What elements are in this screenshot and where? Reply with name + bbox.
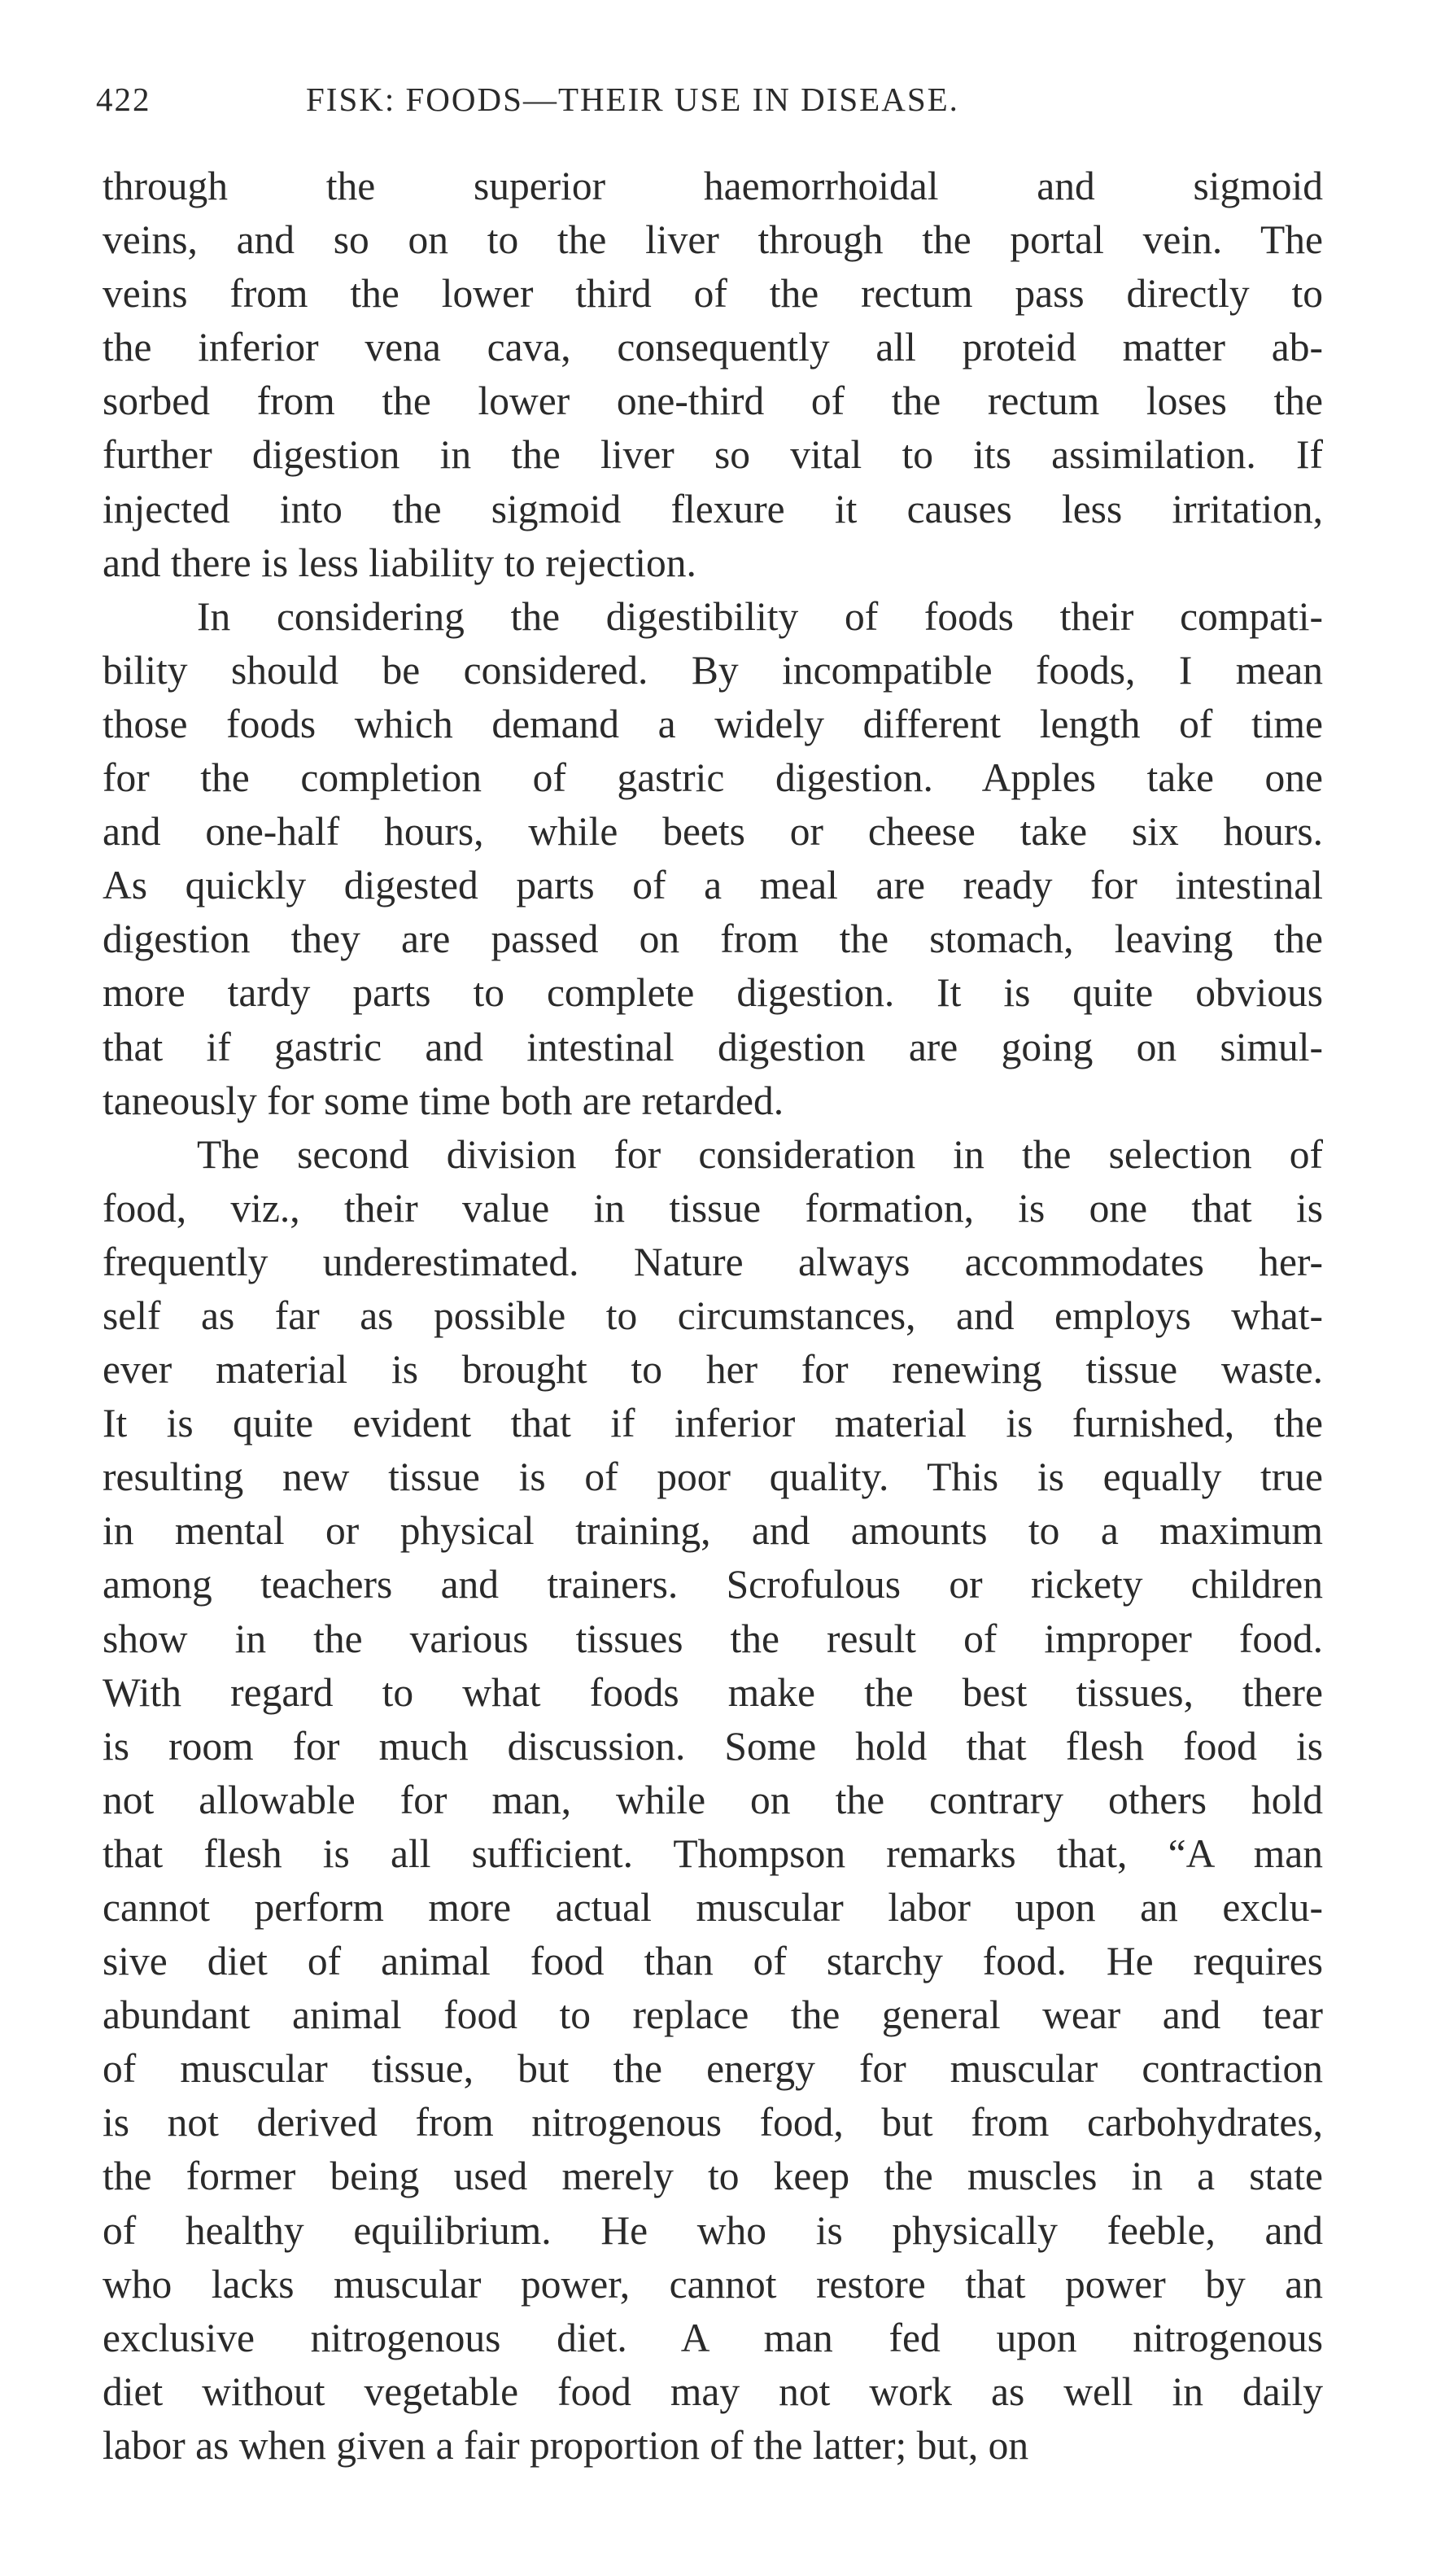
text-line: and one-half hours, while beets or cheese take six hours. [103, 809, 1323, 855]
text-line: taneously for some time both are retarded. [103, 1078, 784, 1123]
paragraph [103, 1128, 1323, 2473]
text-line: frequently underestimated. Nature always accommodates her- [103, 1239, 1323, 1284]
text-line: and there is less liability to rejection. [103, 540, 696, 585]
text-line: those foods which demand a widely different length of time [103, 701, 1323, 746]
text-line: of muscular tissue, but the energy for muscular contraction [103, 2046, 1323, 2092]
text-line: food, viz., their value in tissue formation, is one that is [103, 1185, 1323, 1231]
text-line: the inferior vena cava, consequently all proteid matter ab- [103, 325, 1323, 370]
text-line: further digestion in the liver so vital to its assimilation. If [103, 432, 1323, 478]
text-line: resulting new tissue is of poor quality. This is equally true [103, 1454, 1323, 1500]
running-head: FISK: FOODS—THEIR USE IN DISEASE. [306, 81, 959, 118]
text-line: It is quite evident that if inferior material is furnished, the [103, 1401, 1323, 1446]
text-line: In considering the digestibility of foods their compati- [197, 593, 1323, 639]
text-line: among teachers and trainers. Scrofulous or rickety children [103, 1562, 1323, 1607]
text-line: The second division for consideration in the selection of [197, 1131, 1323, 1177]
page-number: 422 [96, 81, 151, 118]
paragraph [103, 590, 1323, 1128]
text-line: With regard to what foods make the best tissues, there [103, 1669, 1323, 1715]
text-line: injected into the sigmoid flexure it causes less irritation, [103, 486, 1323, 531]
text-line: not allowable for man, while on the contrary others hold [103, 1777, 1323, 1822]
text-line: sive diet of animal food than of starchy food. He requires [103, 1939, 1323, 1984]
text-line: that if gastric and intestinal digestion are going on simul- [103, 1024, 1323, 1069]
text-line: veins, and so on to the liver through the portal vein. The [103, 217, 1323, 263]
paragraph [103, 160, 1323, 590]
text-line: abundant animal food to replace the general wear and tear [103, 1992, 1323, 2038]
text-line: is room for much discussion. Some hold that flesh food is [103, 1723, 1323, 1769]
page-header [96, 80, 1333, 129]
text-line: that flesh is all sufficient. Thompson remarks that, “A man [103, 1830, 1323, 1876]
text-line: exclusive nitrogenous diet. A man fed upon nitrogenous [103, 2315, 1323, 2360]
text-line: show in the various tissues the result of improper food. [103, 1616, 1323, 1661]
text-line: diet without vegetable food may not work as well in daily [103, 2368, 1323, 2414]
text-line: the former being used merely to keep the muscles in a state [103, 2154, 1323, 2199]
text-line: for the completion of gastric digestion. Apples take one [103, 755, 1323, 801]
text-line: through the superior haemorrhoidal and sigmoid [103, 164, 1323, 208]
text-line: digestion they are passed on from the stomach, leaving the [103, 916, 1323, 962]
text-line: self as far as possible to circumstances, and employs what- [103, 1292, 1323, 1338]
text-line: cannot perform more actual muscular labor upon an exclu- [103, 1885, 1323, 1930]
text-line: sorbed from the lower one-third of the rectum loses the [103, 378, 1323, 424]
text-line: more tardy parts to complete digestion. It is quite obvious [103, 970, 1323, 1016]
text-line: ever material is brought to her for renewing tissue waste. [103, 1347, 1323, 1393]
body-text [103, 160, 1323, 2473]
text-line: of healthy equilibrium. He who is physically feeble, and [103, 2207, 1323, 2253]
text-line: veins from the lower third of the rectum pass directly to [103, 271, 1323, 317]
text-line: labor as when given a fair proportion of the latter; but, on [103, 2422, 1029, 2468]
text-line: is not derived from nitrogenous food, but from carbohydrates, [103, 2100, 1323, 2145]
text-line: in mental or physical training, and amounts to a maximum [103, 1508, 1323, 1554]
text-line: As quickly digested parts of a meal are ready for intestinal [103, 863, 1323, 908]
text-line: bility should be considered. By incompatible foods, I mean [103, 647, 1323, 693]
text-line: who lacks muscular power, cannot restore that power by an [103, 2261, 1323, 2307]
